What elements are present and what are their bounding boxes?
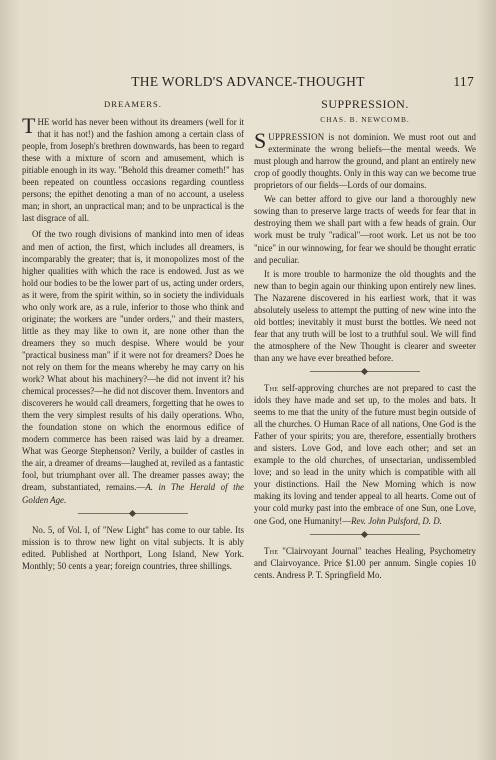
new-light-notice: No. 5, of Vol. I, of "New Light" has come to our table. Its mission is to throw new light on vital subjects. It is ably edited. Published at Northport, Long Island, New York. Monthly; 50 cents a year; foreign countries, three shillings.: [22, 524, 244, 571]
article-heading-dreamers: DREAMERS.: [104, 99, 162, 109]
dreamers-paragraph-1-text: HE world has never been without its dreamers (well for it that it has not!) and the fashion among a certain class of people, from Joseph's brethren downwards, has been to regard these with a mixture of scorn and amusement, which is pitiable enough in its way. "Behold this dreamer cometh!" has been repeated on countless occasions regarding countless persons; the epithet denoting a man of no account, a useless man; in short, an unpractical man; and to be unpractical is the last disgrace of all.: [22, 117, 244, 224]
article-heading-suppression: SUPPRESSION.: [321, 97, 409, 111]
journal-notice: [254, 545, 476, 581]
dreamers-paragraph-2: [22, 228, 244, 505]
section-divider: [78, 513, 188, 515]
right-column: [254, 98, 476, 581]
churches-lead: The: [264, 382, 279, 393]
running-title: THE WORLD'S ADVANCE-THOUGHT: [131, 74, 365, 89]
lead-smallcaps: UPPRESSION: [268, 132, 325, 143]
churches-citation: Rev. John Pulsford, D. D.: [351, 515, 442, 526]
drop-cap: S: [254, 128, 267, 154]
dreamers-citation: A. in The Herald of the Golden Age.: [22, 482, 244, 505]
suppression-paragraph-1-text: is not dominion. We must root out and exterminate the wrong beliefs—the mental weeds. We must plough and harrow the ground, and plant an entirely new crop of goodly thoughts. Only in this way can we become true proprietors of our fields—Lords of our domains.: [254, 132, 476, 191]
left-column: [22, 98, 244, 572]
churches-paragraph: [254, 382, 476, 527]
running-header: [0, 74, 496, 92]
journal-text: "Clairvoyant Journal" teaches Healing, Psychometry and Clairvoyance. Price $1.00 per annum. Single copies 10 cents. Andress P. T. Springfield Mo.: [254, 545, 476, 580]
journal-lead: The: [264, 545, 279, 556]
page-number: 117: [453, 74, 474, 89]
author-byline: CHAS. B. NEWCOMB.: [320, 115, 410, 125]
section-divider: [310, 534, 420, 536]
section-divider: [310, 371, 420, 373]
drop-cap: T: [22, 113, 36, 139]
suppression-paragraph-3: It is more trouble to harmonize the old thoughts and the new than to begin again our thinking upon entirely new lines. The Nazarene discovered in his earliest work, that it was absolutely useless to attempt the putting of new wine into the old bottles; inevitably it must burst the bottles. We need not fear that any truth will be lost to a truthful soul. We will find the atmosphere of the New Thought is clearer and sweeter than any we have ever breathed before.: [254, 268, 476, 363]
dreamers-paragraph-2-text: Of the two rough divisions of mankind into men of ideas and men of action, the first, which includes all dreamers, is incomparably the greater; that is, it monopolizes most of the higher qualities with which the race is endowed. Just as we hold our bodies to be the lower part of us, acting under orders, as it were, from the spirit within, so in society the individuals who only work are, as a rule, inferior to those who think and originate; the workers are "under orders," and their masters, little as they may like to own it, are none other than the dreamers they so much despise. Where would be your "practical business man" if it were not for dreamers? Does he not rely on them for the means whereby he may carry on his work? What about his machinery?—he did not invent it? his chemical processes?—he did not discover them. Inventors and discoverers he would call dreamers, forgetting that he owes to them the very simplest results of his daily operations. Who, the foundation stone on which the enormous edifice of modern commerce has been raised was laid by a dreamer. What was George Stephenson? Verily, a builder of castles in the air, a dreamer of dreams—laughed at, reviled as a fantastic fool, but triumphant over all. The dreamer passes away; the dream, substantiated, remains.—: [22, 229, 244, 493]
churches-text: self-approving churches are not prepared to cast the idols they have made and set up, to the moles and bats. It seems to me that the unity of the future must begin outside of all the churches. O Human Race of all nations, One God is the Father of your spirits; you are, therefore, essentially brothers and sisters. Love God, and love each other; and set an example to the old churches, of unsectarian, undissembled love; and so lead in the unity which is compatible with all your distinctions. Hail the New Morning which is now making its loving and tender appeal to all hearts. Come out of your cold murky past into the embrace of one Sun, one Love, one God, one Humanity!—: [254, 382, 476, 526]
dreamers-paragraph-1: [22, 113, 244, 224]
suppression-paragraph-2: We can better afford to give our land a thoroughly new sowing than to preserve large tracts of weeds for fear that in destroying them we shall part with a few heads of grain. Our work must be truly "radical"—root work. Let us not be too "nice" in our winnowing, for fear we should be thought erratic and peculiar.: [254, 194, 476, 265]
suppression-paragraph-1: [254, 128, 476, 191]
